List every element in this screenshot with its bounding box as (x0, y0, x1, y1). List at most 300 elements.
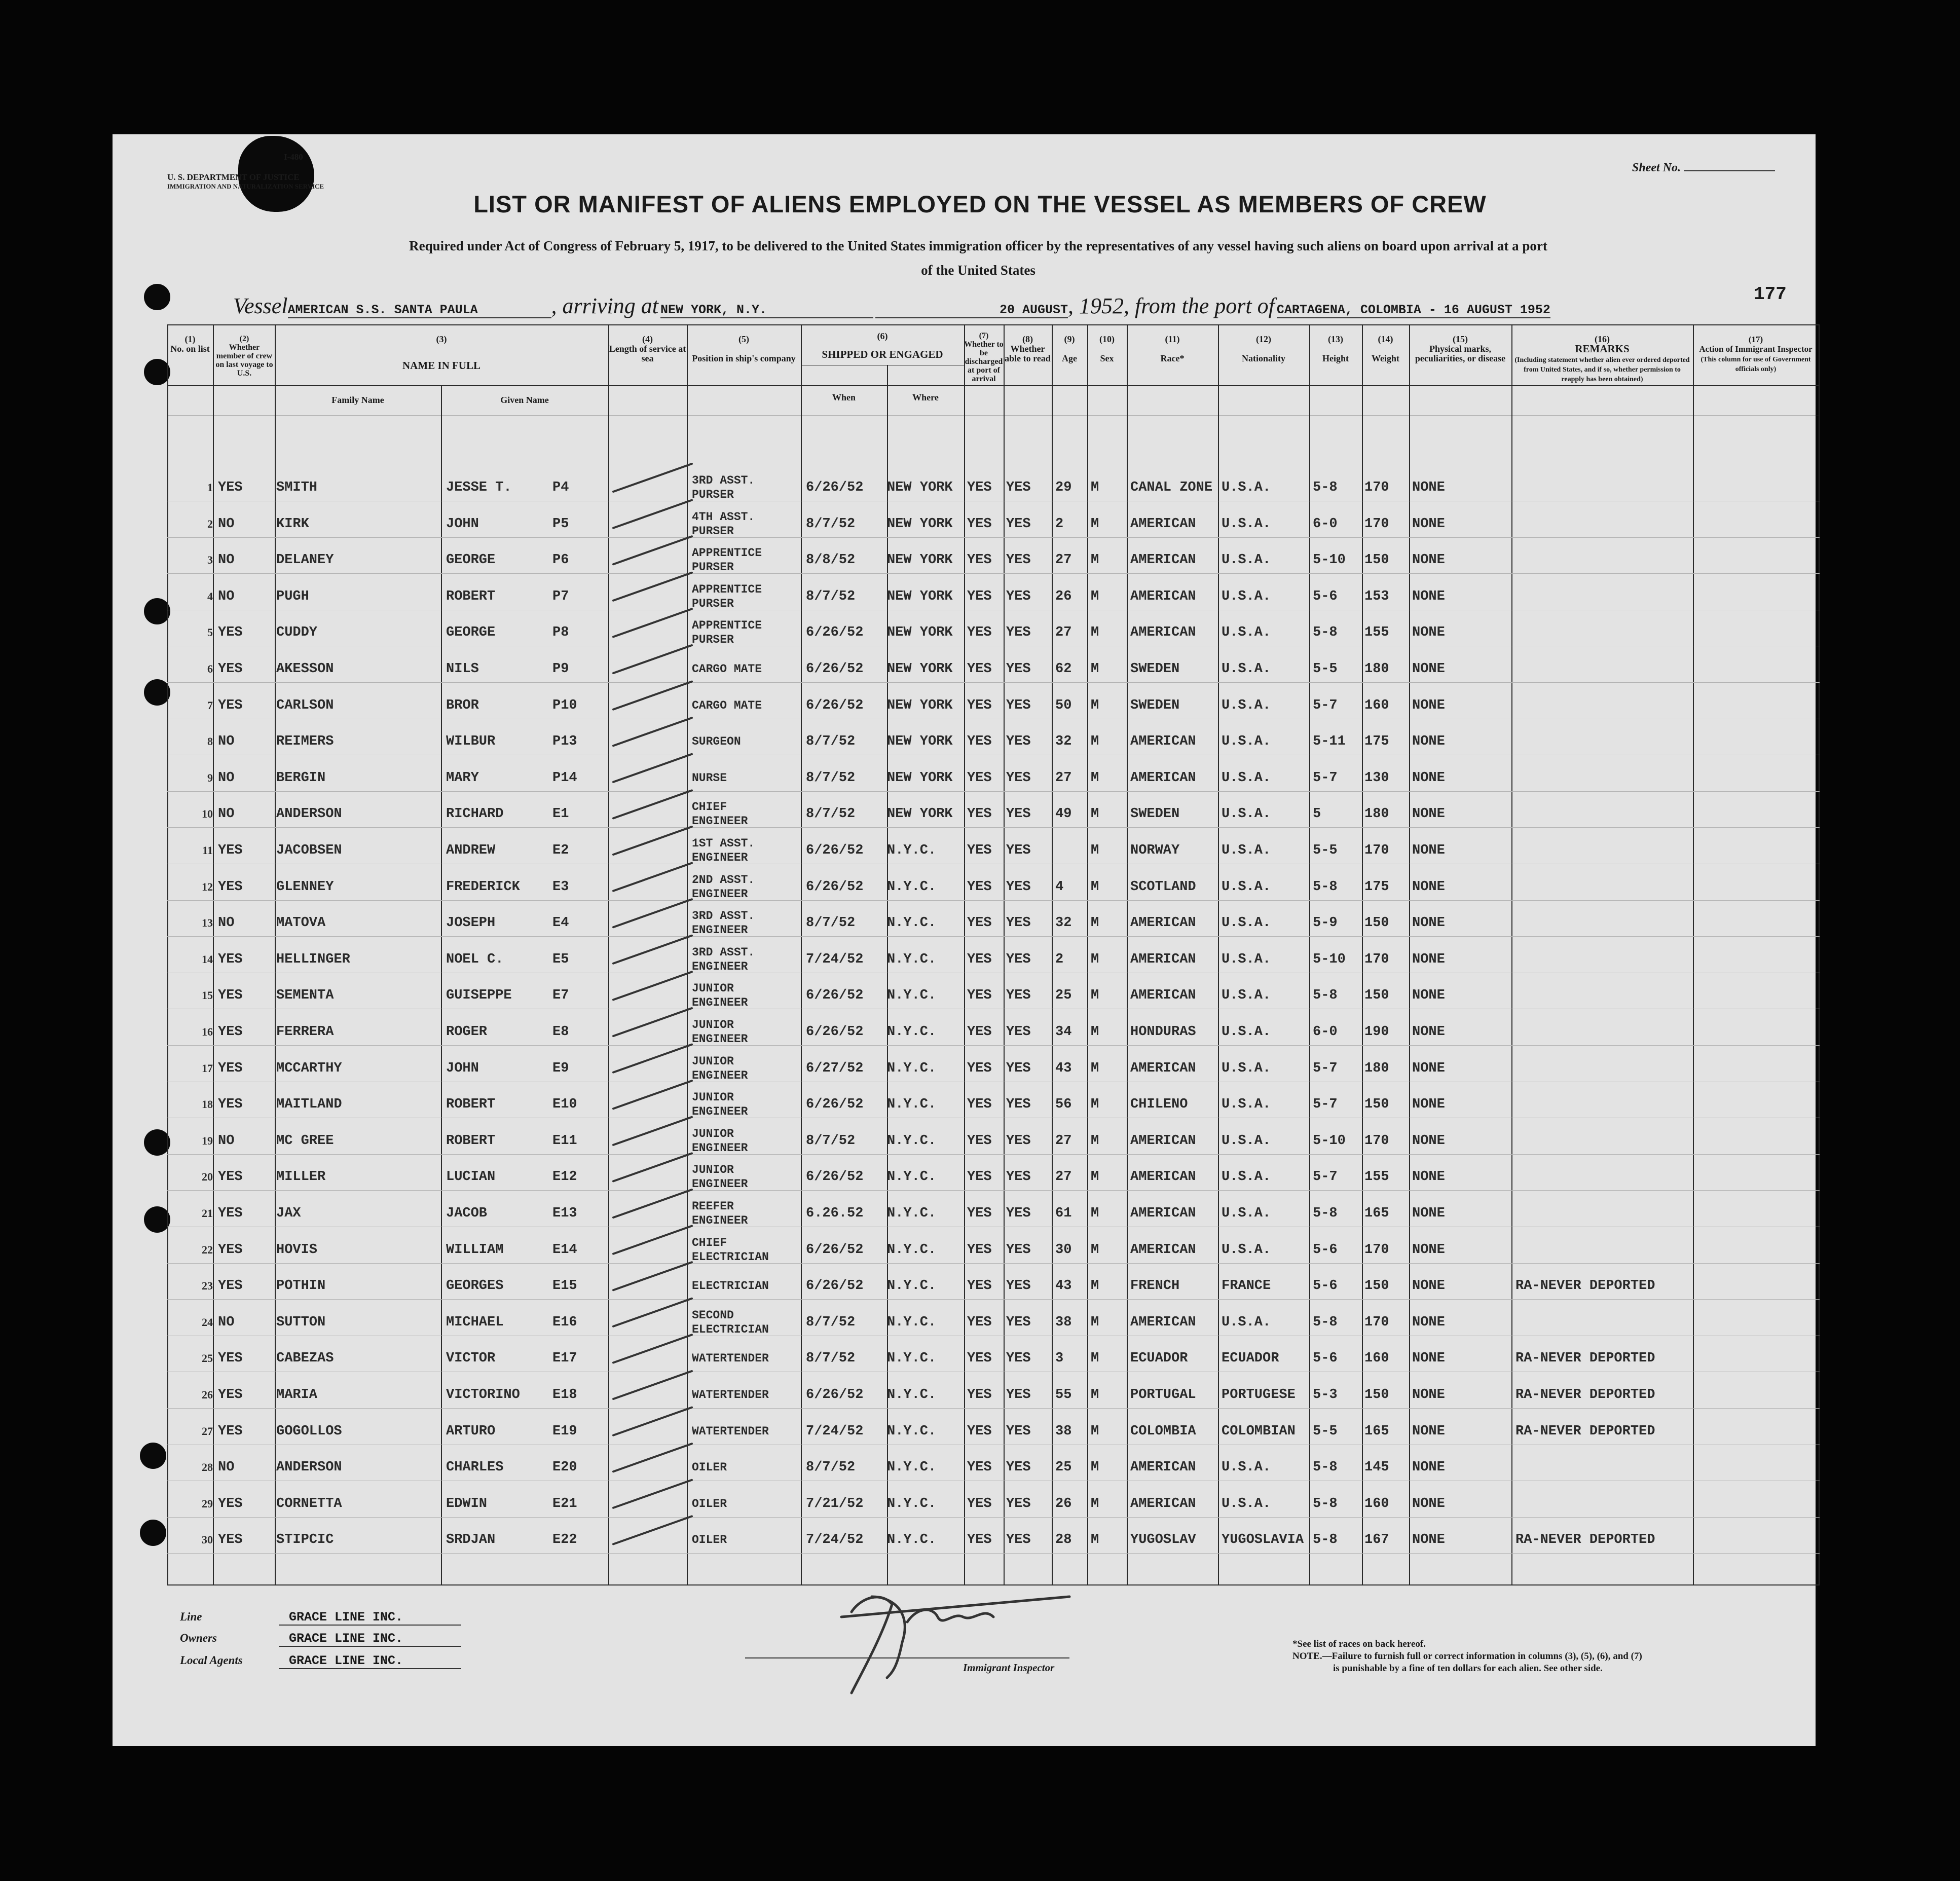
cell-no: 27 (202, 1424, 213, 1437)
cell-sex: M (1091, 915, 1099, 931)
position-line-1: 4TH ASST. (692, 510, 755, 524)
col-5-header: (5) Position in ship's company (692, 334, 796, 363)
service-check-stroke (613, 500, 692, 528)
cell-prev: YES (218, 988, 243, 1004)
cell-disch: YES (967, 1460, 992, 1476)
cell-race: ECUADOR (1130, 1351, 1188, 1367)
cell-race: AMERICAN (1130, 1496, 1196, 1511)
cell-code: E9 (552, 1060, 569, 1076)
cell-family: ANDERSON (276, 806, 342, 822)
cell-when: 8/7/52 (806, 1460, 856, 1476)
cell-age: 2 (1055, 516, 1064, 532)
cell-given: VICTORINO (446, 1387, 520, 1403)
cell-age: 26 (1055, 588, 1072, 604)
year-label: , 1952 (1067, 293, 1124, 318)
cell-family: JAX (276, 1206, 301, 1221)
cell-disch: YES (967, 843, 992, 858)
cell-prev: YES (218, 1423, 243, 1439)
cell-no: 11 (202, 844, 213, 857)
cell-given: MICHAEL (446, 1314, 504, 1330)
cell-disch: YES (967, 734, 992, 750)
cell-family: GLENNEY (276, 879, 334, 895)
cell-weight: 180 (1364, 806, 1389, 822)
cell-when: 7/24/52 (806, 1423, 864, 1439)
cell-when: 6/26/52 (806, 1387, 864, 1403)
cell-code: P14 (552, 770, 577, 786)
cell-code: P8 (552, 625, 569, 641)
cell-family: FERRERA (276, 1024, 334, 1040)
col-3-header: (3) (436, 334, 447, 344)
cell-race: SWEDEN (1130, 697, 1180, 713)
cell-nat: PORTUGESE (1222, 1387, 1296, 1403)
cell-given: WILLIAM (446, 1242, 504, 1258)
cell-read: YES (1006, 480, 1031, 495)
cell-weight: 153 (1364, 588, 1389, 604)
cell-no: 13 (202, 916, 213, 930)
position-line-1: APPRENTICE (692, 619, 762, 633)
cell-given: LUCIAN (446, 1169, 496, 1185)
cell-given: JOHN (446, 516, 479, 532)
position-line-2: ENGINEER (692, 960, 748, 973)
cell-sex: M (1091, 1206, 1099, 1221)
cell-height: 5-8 (1313, 988, 1338, 1004)
cell-family: MILLER (276, 1169, 326, 1185)
arrival-date: 20 AUGUST (875, 303, 1068, 318)
position-line-2: PURSER (692, 633, 734, 647)
cell-given: NILS (446, 661, 479, 677)
cell-no: 26 (202, 1388, 213, 1401)
cell-marks: NONE (1412, 552, 1445, 568)
position-line-1: 3RD ASST. (692, 474, 755, 487)
cell-sex: M (1091, 1169, 1099, 1185)
cell-weight: 165 (1364, 1206, 1389, 1221)
position-line-1: APPRENTICE (692, 582, 762, 596)
footer-notes (1292, 1638, 1642, 1675)
cell-sex: M (1091, 988, 1099, 1004)
cell-disch: YES (967, 516, 992, 532)
cell-disch: YES (967, 552, 992, 568)
cell-no: 8 (207, 735, 213, 748)
cell-code: E3 (552, 879, 569, 895)
cell-where: NEW YORK (887, 552, 953, 568)
cell-where: NEW YORK (887, 806, 953, 822)
from-label: , from the port of (1123, 293, 1275, 318)
service-check-stroke (613, 1081, 692, 1109)
cell-prev: NO (218, 806, 235, 822)
cell-read: YES (1006, 1060, 1031, 1076)
cell-nat: U.S.A. (1222, 588, 1271, 604)
cell-family: HOVIS (276, 1242, 318, 1258)
cell-height: 5 (1313, 806, 1321, 822)
col-12-header: (12) Nationality (1241, 334, 1285, 363)
cell-no: 6 (207, 662, 213, 675)
form-number: I-480 (284, 152, 303, 162)
cell-sex: M (1091, 843, 1099, 858)
cell-when: 8/7/52 (806, 1351, 856, 1367)
cell-given: ARTURO (446, 1423, 496, 1439)
cell-family: CORNETTA (276, 1496, 342, 1511)
cell-nat: U.S.A. (1222, 661, 1271, 677)
position-line-1: APPRENTICE (692, 546, 762, 560)
cell-read: YES (1006, 1496, 1031, 1511)
cell-given: MARY (446, 770, 479, 786)
service-check-stroke (613, 899, 692, 927)
cell-disch: YES (967, 1060, 992, 1076)
cell-age: 27 (1055, 770, 1072, 786)
cell-marks: NONE (1412, 1169, 1445, 1185)
cell-race: AMERICAN (1130, 770, 1196, 786)
cell-height: 5-7 (1313, 1060, 1338, 1076)
cell-no: 25 (202, 1352, 213, 1365)
note-penalty-2: is punishable by a fine of ten dollars for each alien. See other side. (1333, 1663, 1603, 1674)
cell-height: 6-0 (1313, 516, 1338, 532)
position-line-2: PURSER (692, 597, 734, 610)
cell-nat: U.S.A. (1222, 1206, 1271, 1221)
cell-no: 23 (202, 1279, 213, 1293)
agency-line-2: IMMIGRATION AND NATURALIZATION SERVICE (167, 182, 324, 190)
cell-weight: 180 (1364, 661, 1389, 677)
cell-given: ROBERT (446, 1097, 496, 1113)
cell-marks: NONE (1412, 661, 1445, 677)
cell-race: CHILENO (1130, 1097, 1188, 1113)
cell-no: 10 (202, 807, 213, 821)
cell-given: BROR (446, 697, 479, 713)
cell-marks: NONE (1412, 879, 1445, 895)
cell-where: N.Y.C. (887, 1060, 937, 1076)
cell-sex: M (1091, 1024, 1099, 1040)
cell-height: 5-8 (1313, 1314, 1338, 1330)
cell-marks: NONE (1412, 988, 1445, 1004)
position-line-2: CARGO MATE (692, 662, 762, 676)
cell-no: 22 (202, 1243, 213, 1256)
cell-race: AMERICAN (1130, 1242, 1196, 1258)
cell-sex: M (1091, 625, 1099, 641)
position-line-2: PURSER (692, 488, 734, 501)
given-name-header: Given Name (500, 395, 549, 405)
cell-prev: NO (218, 770, 235, 786)
cell-age: 38 (1055, 1314, 1072, 1330)
cell-prev: NO (218, 516, 235, 532)
cell-disch: YES (967, 1024, 992, 1040)
cell-family: STIPCIC (276, 1532, 334, 1548)
subtitle-line-1: Required under Act of Congress of February 5, 1917, to be delivered to the United States immigration officer by the representatives of any vessel having such aliens on board upon arrival at a port (409, 238, 1547, 253)
position-line-2: ELECTRICIAN (692, 1322, 769, 1336)
cell-nat: U.S.A. (1222, 1496, 1271, 1511)
cell-family: BERGIN (276, 770, 326, 786)
position-line-1: CHIEF (692, 1236, 727, 1249)
cell-prev: YES (218, 879, 243, 895)
cell-no: 7 (207, 698, 213, 712)
cell-given: FREDERICK (446, 879, 520, 895)
position-line-2: OILER (692, 1497, 727, 1510)
cell-read: YES (1006, 1024, 1031, 1040)
cell-sex: M (1091, 1060, 1099, 1076)
cell-code: E1 (552, 806, 569, 822)
cell-where: NEW YORK (887, 516, 953, 532)
cell-given: GEORGES (446, 1278, 504, 1294)
cell-nat: U.S.A. (1222, 734, 1271, 750)
cell-remarks: RA-NEVER DEPORTED (1515, 1351, 1655, 1367)
cell-code: E10 (552, 1097, 577, 1113)
cell-family: PUGH (276, 588, 309, 604)
cell-weight: 170 (1364, 1314, 1389, 1330)
cell-height: 5-9 (1313, 915, 1338, 931)
col-14-header: (14) Weight (1371, 334, 1399, 363)
cell-given: ANDREW (446, 843, 496, 858)
cell-prev: NO (218, 1133, 235, 1149)
cell-when: 6/26/52 (806, 480, 864, 495)
cell-prev: YES (218, 1097, 243, 1113)
position-line-1: JUNIOR (692, 1018, 734, 1031)
cell-prev: NO (218, 1314, 235, 1330)
position-line-1: 1ST ASST. (692, 837, 755, 850)
cell-code: E12 (552, 1169, 577, 1185)
position-line-1: 3RD ASST. (692, 945, 755, 959)
where-header: Where (912, 392, 939, 402)
cell-marks: NONE (1412, 1423, 1445, 1439)
service-check-stroke (613, 1516, 692, 1544)
cell-no: 24 (202, 1315, 213, 1329)
cell-disch: YES (967, 951, 992, 967)
cell-marks: NONE (1412, 588, 1445, 604)
cell-disch: YES (967, 1097, 992, 1113)
cell-read: YES (1006, 806, 1031, 822)
cell-family: MARIA (276, 1387, 318, 1403)
cell-when: 6/26/52 (806, 1278, 864, 1294)
cell-remarks: RA-NEVER DEPORTED (1515, 1278, 1655, 1294)
cell-race: YUGOSLAV (1130, 1532, 1196, 1548)
cell-read: YES (1006, 552, 1031, 568)
cell-weight: 170 (1364, 843, 1389, 858)
cell-disch: YES (967, 1314, 992, 1330)
cell-race: AMERICAN (1130, 1060, 1196, 1076)
position-line-2: ENGINEER (692, 924, 748, 937)
position-line-1: JUNIOR (692, 982, 734, 995)
cell-given: VICTOR (446, 1351, 496, 1367)
cell-code: E20 (552, 1460, 577, 1476)
cell-weight: 160 (1364, 697, 1389, 713)
cell-nat: U.S.A. (1222, 1242, 1271, 1258)
cell-race: AMERICAN (1130, 734, 1196, 750)
agents-value: GRACE LINE INC. (279, 1653, 461, 1669)
position-line-2: ENGINEER (692, 887, 748, 901)
cell-sex: M (1091, 951, 1099, 967)
service-check-stroke (613, 1371, 692, 1399)
cell-code: E18 (552, 1387, 577, 1403)
cell-weight: 170 (1364, 1242, 1389, 1258)
cell-age: 27 (1055, 1169, 1072, 1185)
cell-weight: 130 (1364, 770, 1389, 786)
cell-given: ROBERT (446, 588, 496, 604)
cell-disch: YES (967, 879, 992, 895)
cell-prev: YES (218, 1532, 243, 1548)
service-check-stroke (613, 718, 692, 746)
service-check-stroke (613, 1117, 692, 1145)
cell-disch: YES (967, 1206, 992, 1221)
cell-sex: M (1091, 1387, 1099, 1403)
cell-marks: NONE (1412, 1024, 1445, 1040)
position-line-2: ENGINEER (692, 1141, 748, 1155)
cell-weight: 167 (1364, 1532, 1389, 1548)
cell-family: DELANEY (276, 552, 334, 568)
cell-no: 1 (207, 481, 213, 494)
cell-race: AMERICAN (1130, 951, 1196, 967)
cell-race: SWEDEN (1130, 806, 1180, 822)
cell-nat: U.S.A. (1222, 951, 1271, 967)
cell-sex: M (1091, 734, 1099, 750)
cell-family: MAITLAND (276, 1097, 342, 1113)
cell-prev: YES (218, 1351, 243, 1367)
cell-where: NEW YORK (887, 625, 953, 641)
cell-height: 5-6 (1313, 1242, 1338, 1258)
cell-marks: NONE (1412, 1060, 1445, 1076)
service-check-stroke (613, 1444, 692, 1471)
cell-weight: 155 (1364, 1169, 1389, 1185)
cell-when: 6/26/52 (806, 843, 864, 858)
cell-race: AMERICAN (1130, 1206, 1196, 1221)
cell-nat: U.S.A. (1222, 1024, 1271, 1040)
col-2-header: (2) Whether member of crew on last voyage to U.S. (215, 335, 273, 378)
cell-family: POTHIN (276, 1278, 326, 1294)
cell-no: 12 (202, 880, 213, 893)
cell-race: HONDURAS (1130, 1024, 1196, 1040)
cell-prev: YES (218, 951, 243, 967)
agents-label: Local Agents (180, 1654, 243, 1667)
position-line-2: WATERTENDER (692, 1352, 769, 1366)
cell-no: 16 (202, 1025, 213, 1038)
cell-code: E19 (552, 1423, 577, 1439)
cell-code: E8 (552, 1024, 569, 1040)
cell-when: 8/7/52 (806, 588, 856, 604)
cell-sex: M (1091, 1242, 1099, 1258)
cell-given: GUISEPPE (446, 988, 512, 1004)
col-10-header: (10) Sex (1099, 334, 1115, 363)
cell-disch: YES (967, 988, 992, 1004)
cell-code: P13 (552, 734, 577, 750)
cell-race: AMERICAN (1130, 1460, 1196, 1476)
cell-marks: NONE (1412, 843, 1445, 858)
cell-where: N.Y.C. (887, 1097, 937, 1113)
cell-prev: YES (218, 1024, 243, 1040)
cell-no: 4 (207, 589, 213, 603)
cell-code: P6 (552, 552, 569, 568)
cell-when: 8/7/52 (806, 806, 856, 822)
position-line-2: ELECTRICIAN (692, 1279, 769, 1293)
cell-given: EDWIN (446, 1496, 488, 1511)
cell-where: NEW YORK (887, 588, 953, 604)
cell-where: N.Y.C. (887, 1206, 937, 1221)
cell-remarks: RA-NEVER DEPORTED (1515, 1387, 1655, 1403)
cell-weight: 190 (1364, 1024, 1389, 1040)
service-check-stroke (613, 936, 692, 964)
cell-when: 8/7/52 (806, 770, 856, 786)
cell-prev: NO (218, 552, 235, 568)
shipped-engaged-header: SHIPPED OR ENGAGED (822, 348, 943, 360)
cell-weight: 150 (1364, 915, 1389, 931)
cell-disch: YES (967, 1423, 992, 1439)
cell-when: 6/26/52 (806, 1169, 864, 1185)
position-line-2: OILER (692, 1533, 727, 1547)
cell-age: 56 (1055, 1097, 1072, 1113)
cell-when: 7/24/52 (806, 1532, 864, 1548)
position-line-2: PURSER (692, 524, 734, 538)
cell-when: 8/7/52 (806, 1133, 856, 1149)
cell-when: 6/26/52 (806, 1024, 864, 1040)
vessel-name: AMERICAN S.S. SANTA PAULA (288, 303, 551, 318)
cell-nat: U.S.A. (1222, 1097, 1271, 1113)
cell-nat: YUGOSLAVIA (1222, 1532, 1304, 1548)
cell-weight: 150 (1364, 552, 1389, 568)
cell-sex: M (1091, 661, 1099, 677)
service-check-stroke (613, 790, 692, 818)
position-line-1: 2ND ASST. (692, 873, 755, 887)
cell-disch: YES (967, 588, 992, 604)
position-line-2: PURSER (692, 561, 734, 574)
cell-prev: NO (218, 734, 235, 750)
owners-value: GRACE LINE INC. (279, 1631, 461, 1647)
cell-race: AMERICAN (1130, 915, 1196, 931)
cell-family: JACOBSEN (276, 843, 342, 858)
cell-nat: COLOMBIAN (1222, 1423, 1296, 1439)
vessel-label: Vessel (233, 293, 288, 318)
cell-prev: NO (218, 1460, 235, 1476)
cell-code: E17 (552, 1351, 577, 1367)
cell-code: E14 (552, 1242, 577, 1258)
col-17-header: (17) Action of Immigrant Inspector (This column for use of Government officials only) (1699, 335, 1813, 373)
service-check-stroke (613, 1008, 692, 1036)
service-check-stroke (613, 1299, 692, 1326)
cell-read: YES (1006, 879, 1031, 895)
cell-age: 34 (1055, 1024, 1072, 1040)
cell-age: 29 (1055, 480, 1072, 495)
inspector-signature (841, 1597, 1069, 1693)
position-line-2: ENGINEER (692, 1068, 748, 1082)
cell-prev: YES (218, 1242, 243, 1258)
cell-prev: YES (218, 480, 243, 495)
cell-no: 17 (202, 1061, 213, 1075)
cell-nat: U.S.A. (1222, 1169, 1271, 1185)
cell-marks: NONE (1412, 915, 1445, 931)
cell-code: E13 (552, 1206, 577, 1221)
cell-given: SRDJAN (446, 1532, 496, 1548)
cell-nat: U.S.A. (1222, 988, 1271, 1004)
cell-disch: YES (967, 1351, 992, 1367)
cell-when: 6/26/52 (806, 879, 864, 895)
cell-marks: NONE (1412, 516, 1445, 532)
cell-where: NEW YORK (887, 697, 953, 713)
cell-when: 8/7/52 (806, 915, 856, 931)
col-16-header: (16) REMARKS (Including statement whether alien ever ordered deported from United States, and if so, whether permission to reapply has been obtained) (1514, 334, 1690, 383)
cell-marks: NONE (1412, 1097, 1445, 1113)
cell-height: 5-8 (1313, 480, 1338, 495)
cell-code: E11 (552, 1133, 577, 1149)
cell-read: YES (1006, 588, 1031, 604)
cell-where: N.Y.C. (887, 1423, 937, 1439)
when-header: When (832, 392, 856, 402)
cell-read: YES (1006, 915, 1031, 931)
cell-code: P7 (552, 588, 569, 604)
cell-marks: NONE (1412, 480, 1445, 495)
cell-marks: NONE (1412, 734, 1445, 750)
cell-read: YES (1006, 843, 1031, 858)
cell-when: 6/27/52 (806, 1060, 864, 1076)
cell-disch: YES (967, 1133, 992, 1149)
cell-family: MCCARTHY (276, 1060, 342, 1076)
cell-read: YES (1006, 951, 1031, 967)
cell-disch: YES (967, 1532, 992, 1548)
cell-where: NEW YORK (887, 480, 953, 495)
position-line-2: ENGINEER (692, 815, 748, 828)
